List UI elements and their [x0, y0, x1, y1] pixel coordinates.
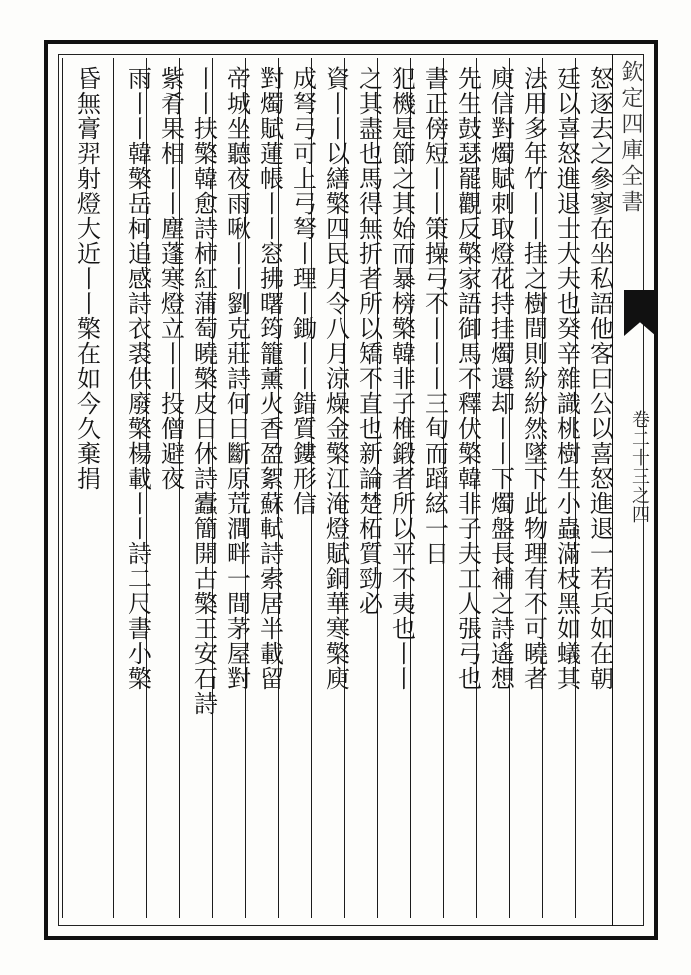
column-text: 書正傍短丨丨策操弓不丨丨丨三旬而蹈絃一日 — [420, 66, 449, 566]
book-title: 欽定四庫全書 — [618, 60, 643, 216]
column-text: 對燭賦蓮帳丨丨窓拂曙筠籠薰火香盈絮蘇軾詩索居半載留 — [255, 66, 284, 691]
text-column-16 — [62, 58, 110, 918]
column-text: 先生鼓瑟罷觀反檠家語御馬不釋伏檠韓非子夫工人張弓也 — [453, 66, 482, 691]
column-text: 法用多年竹丨丨挂之樹間則紛紛然墜下此物理有不可曉者 — [519, 66, 548, 691]
column-text: 之其盡也馬得無折者所以矯不直也新論楚柘質勁必 — [354, 66, 383, 616]
column-text: 紫肴果相丨丨塵蓬寒燈立丨丨投僧避夜 — [156, 66, 185, 491]
column-text: 犯機是節之其始而暴榜檠韓非子椎鍛者所以平不夷也丨丨 — [387, 66, 416, 691]
volume-label: 卷二十三之四 — [629, 410, 650, 524]
column-text: 昏無膏羿射燈大近丨丨檠在如今久棄捐 — [72, 66, 101, 491]
column-text: 廷以喜怒進退士大夫也癸辛雜識桃樹生小蟲滿枝黑如蟻其 — [552, 66, 581, 691]
column-text: 雨丨丨韓檠岳柯追感詩衣裘供廢檠楊載丨丨詩二尺書小檠 — [123, 66, 152, 691]
column-text: 庾信對燭賦刺取燈花持挂燭還却丨丨下燭盤長補之詩遙想 — [486, 66, 515, 691]
column-text: 成弩弓可上弓弩丨理丨鋤丨丨錯質鏤形信 — [288, 66, 317, 516]
text-column-15 — [113, 58, 161, 918]
column-text: 資丨丨以繕檠四民月令八月涼燥金檠江淹燈賦銅華寒檠庾 — [321, 66, 350, 691]
column-text: 帝城坐聽夜雨啾丨丨劉克莊詩何日斷原荒澗畔一間茅屋對 — [222, 66, 251, 691]
column-text: 怒逐去之參寥在坐私語他客曰公以喜怒進退一若兵如在朝 — [585, 66, 614, 691]
column-text: 丨丨扶檠韓愈詩柿紅蒲萄曉檠皮日休詩蠹簡開古檠王安石詩 — [189, 66, 218, 716]
